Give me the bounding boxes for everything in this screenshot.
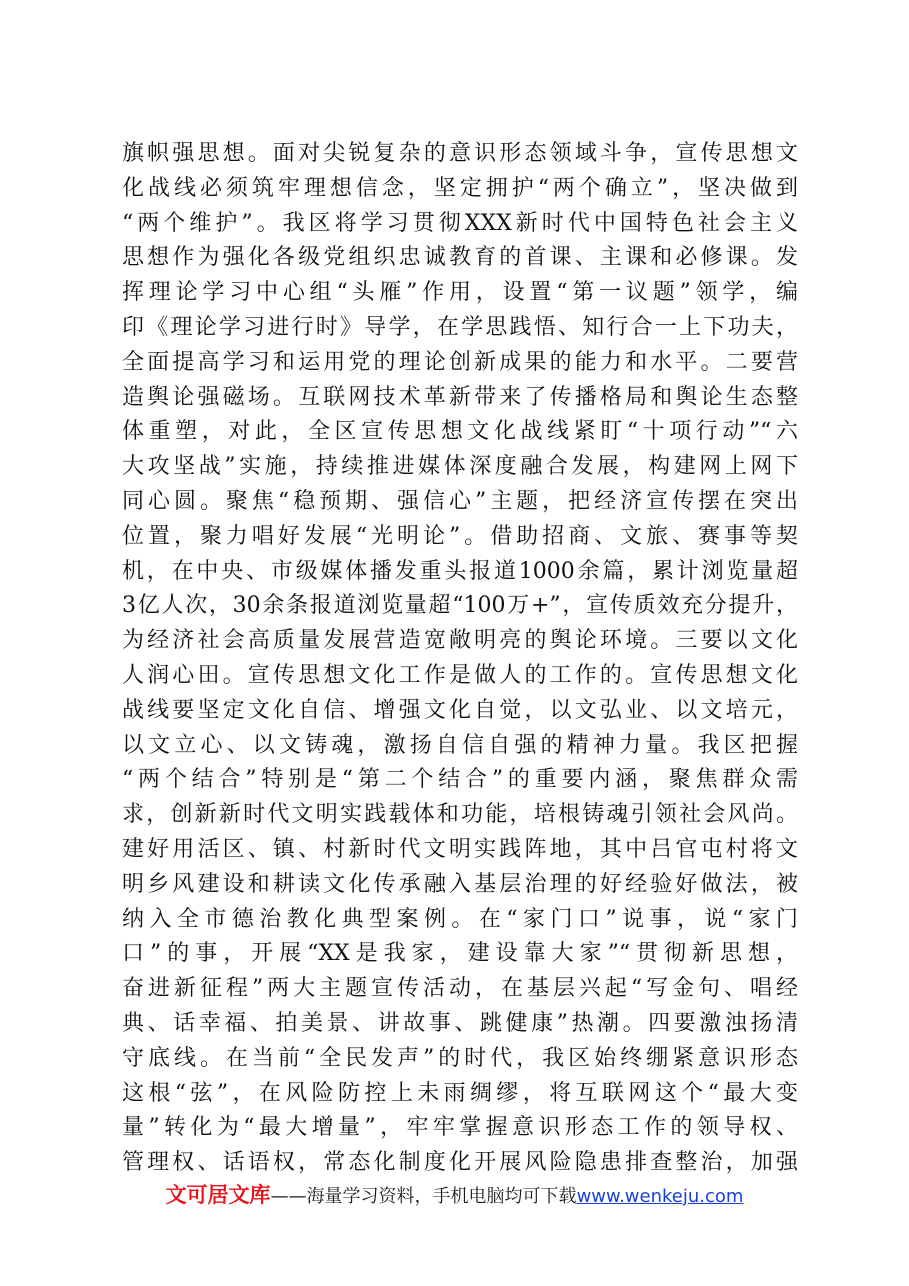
text-line: 旗帜强思想。面对尖锐复杂的意识形态领域斗争，宣传思想文 <box>122 141 798 166</box>
text-line: 求，创新新时代文明实践载体和功能，培根铸魂引领社会风尚。 <box>122 802 798 828</box>
text-line: 大攻坚战”实施，持续推进媒体深度融合发展，构建网上网下 <box>122 454 798 480</box>
text-line: 口”的事，开展“XX是我家，建设靠大家”“贯彻新思想， <box>122 941 798 967</box>
footer-banner <box>0 1180 909 1212</box>
text-line: 明乡风建设和耕读文化传承融入基层治理的好经验好做法，被 <box>122 871 798 897</box>
text-line: 典、话幸福、拍美景、讲故事、跳健康”热潮。四要激浊扬清 <box>122 1010 798 1036</box>
text-line: 纳入全市德治教化典型案例。在“家门口”说事，说“家门 <box>122 906 798 932</box>
footer-tagline: ——海量学习资料，手机电脑均可下载 <box>270 1186 577 1207</box>
text-line: 印《理论学习进行时》导学，在学思践悟、知行合一上下功夫， <box>122 314 798 340</box>
text-line: 机，在中央、市级媒体播发重头报道1000余篇，累计浏览量超 <box>122 558 798 584</box>
body-text <box>122 137 798 1181</box>
text-line: 战线要坚定文化自信、增强文化自觉，以文弘业、以文培元， <box>122 697 798 723</box>
text-line: 化战线必须筑牢理想信念，坚定拥护“两个确立”，坚决做到 <box>122 175 798 201</box>
text-line: 这根“弦”，在风险防控上未雨绸缪，将互联网这个“最大变 <box>122 1080 798 1106</box>
text-line: 体重塑，对此，全区宣传思想文化战线紧盯“十项行动”“六 <box>122 419 798 445</box>
text-line: 挥理论学习中心组“头雁”作用，设置“第一议题”领学，编 <box>122 280 798 306</box>
text-line: “两个结合”特别是“第二个结合”的重要内涵，聚焦群众需 <box>122 767 798 793</box>
text-line: “两个维护”。我区将学习贯彻XXX新时代中国特色社会主义 <box>122 210 798 236</box>
footer-link[interactable]: www.wenkeju.com <box>576 1186 744 1207</box>
text-line: 建好用活区、镇、村新时代文明实践阵地，其中吕官屯村将文 <box>122 836 798 862</box>
footer-brand: 文可居文库 <box>165 1183 271 1207</box>
text-line: 人润心田。宣传思想文化工作是做人的工作的。宣传思想文化 <box>122 662 798 688</box>
text-line: 以文立心、以文铸魂，激扬自信自强的精神力量。我区把握 <box>122 732 798 758</box>
text-line: 守底线。在当前“全民发声”的时代，我区始终绷紧意识形态 <box>122 1045 798 1071</box>
text-line: 造舆论强磁场。互联网技术革新带来了传播格局和舆论生态整 <box>122 384 798 410</box>
text-line: 3亿人次，30余条报道浏览量超“100万+”，宣传质效充分提升， <box>122 593 798 619</box>
text-line: 全面提高学习和运用党的理论创新成果的能力和水平。二要营 <box>122 349 798 375</box>
text-line: 同心圆。聚焦“稳预期、强信心”主题，把经济宣传摆在突出 <box>122 488 798 514</box>
text-line: 位置，聚力唱好发展“光明论”。借助招商、文旅、赛事等契 <box>122 523 798 549</box>
text-line: 思想作为强化各级党组织忠诚教育的首课、主课和必修课。发 <box>122 245 798 271</box>
text-line: 为经济社会高质量发展营造宽敞明亮的舆论环境。三要以文化 <box>122 628 798 654</box>
text-line: 奋进新征程”两大主题宣传活动，在基层兴起“写金句、唱经 <box>122 976 798 1002</box>
text-line: 量”转化为“最大增量”，牢牢掌握意识形态工作的领导权、 <box>122 1115 798 1141</box>
text-line: 管理权、话语权，常态化制度化开展风险隐患排查整治，加强 <box>122 1150 798 1176</box>
